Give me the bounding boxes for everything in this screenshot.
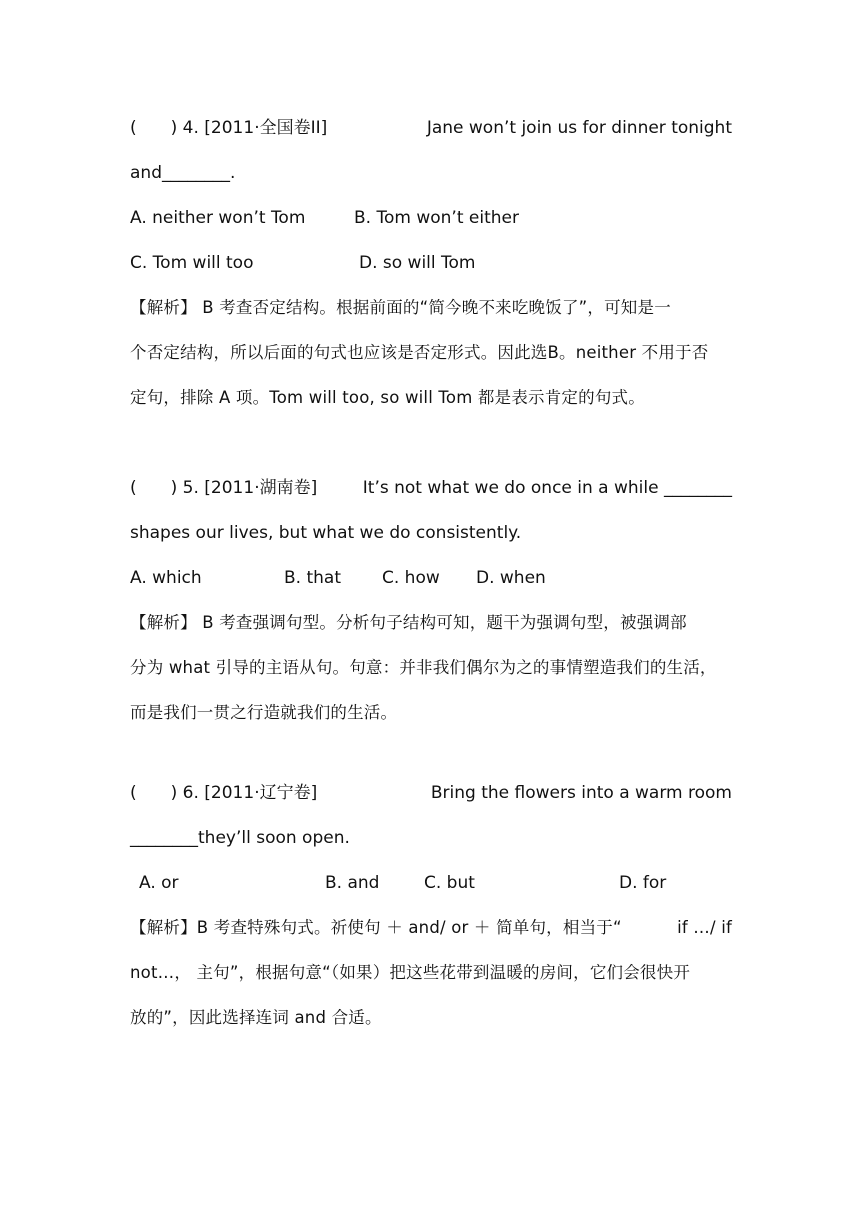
q4-stem-text: Jane won’t join us for dinner tonight	[426, 118, 732, 138]
q5-option-d: D. when	[476, 568, 546, 588]
q4-option-b: B. Tom won’t either	[354, 208, 519, 228]
q5-explanation-line-3: 而是我们一贯之行造就我们的生活。	[130, 703, 398, 722]
q4-stem-line-2: and________.	[130, 163, 236, 183]
q5-stem-line-2: shapes our lives, but what we do consistently.	[130, 523, 522, 543]
q4-option-c: C. Tom will too	[130, 253, 254, 273]
q4-number-source: ( ) 4. [2011·全国卷II]	[130, 118, 328, 138]
q6-stem-line-2: ________they’ll soon open.	[130, 828, 350, 848]
q4-explanation-line-1: 【解析】 B 考查否定结构。根据前面的“简今晚不来吃晚饭了”，可知是一	[130, 298, 671, 317]
q6-explanation-if: if …/ if	[677, 918, 732, 937]
q4-option-a: A. neither won’t Tom	[130, 208, 306, 228]
q4-option-d: D. so will Tom	[359, 253, 476, 273]
q5-explanation-line-1: 【解析】 B 考查强调句型。分析句子结构可知，题干为强调句型，被强调部	[130, 613, 687, 632]
q5-number-source: ( ) 5. [2011·湖南卷]	[130, 478, 318, 498]
q5-option-a: A. which	[130, 568, 202, 588]
q6-explanation-line-3: 放的”，因此选择连词 and 合适。	[130, 1008, 382, 1027]
q6-explanation-line-2: not…， 主句”，根据句意“（如果）把这些花带到温暖的房间，它们会很快开	[130, 963, 691, 982]
q6-option-a: A. or	[139, 873, 179, 893]
q6-option-b: B. and	[325, 873, 380, 893]
q6-explanation-line-1	[130, 917, 732, 939]
q6-number-source: ( ) 6. [2011·辽宁卷]	[130, 783, 318, 803]
q6-option-d: D. for	[619, 873, 667, 893]
q5-explanation-line-2: 分为 what 引导的主语从句。句意：并非我们偶尔为之的事情塑造我们的生活，	[130, 658, 717, 677]
q6-explanation-text: 【解析】B 考查特殊句式。祈使句 ＋ and/ or ＋ 简单句，相当于“	[130, 918, 622, 937]
q5-option-b: B. that	[284, 568, 341, 588]
q4-explanation-line-3: 定句，排除 A 项。Tom will too, so will Tom 都是表示肯定的句式。	[130, 388, 645, 407]
q6-option-c: C. but	[424, 873, 475, 893]
q6-stem-line-1	[130, 782, 732, 804]
q5-stem-line-1	[130, 477, 732, 499]
q5-stem-text: It’s not what we do once in a while ________	[362, 478, 732, 498]
q5-option-c: C. how	[382, 568, 440, 588]
q4-stem-line-1	[130, 117, 732, 139]
q4-explanation-line-2: 个否定结构，所以后面的句式也应该是否定形式。因此选B。neither 不用于否	[130, 343, 709, 362]
q6-stem-text: Bring the flowers into a warm room	[430, 783, 732, 803]
